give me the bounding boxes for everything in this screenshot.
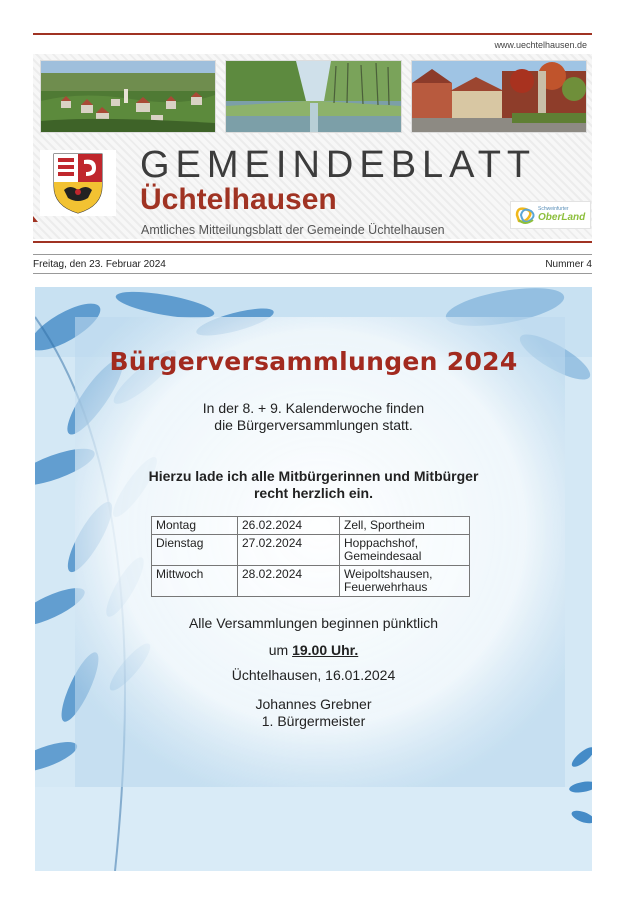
table-row: [152, 566, 470, 597]
location-cell: Hoppachshof, Gemeindesaal: [340, 535, 470, 566]
location-cell: Zell, Sportheim: [340, 517, 470, 535]
logo-small-text: Schweinfurter: [538, 206, 569, 212]
location-cell: Weipoltshausen, Feuerwehrhaus: [340, 566, 470, 597]
signer-title: 1. Bürgermeister: [261, 713, 366, 729]
issue-info-bar: [33, 254, 592, 274]
website-url[interactable]: www.uechtelhausen.de: [494, 40, 587, 50]
date-cell: 27.02.2024: [238, 535, 340, 566]
signer-name: Johannes Grebner: [255, 696, 372, 712]
intro-line-2: die Bürgerversammlungen statt.: [214, 417, 413, 433]
announcement: [35, 287, 592, 871]
day-cell: Mittwoch: [152, 566, 238, 597]
time-prefix: um: [268, 642, 289, 658]
table-row: [152, 535, 470, 566]
place-and-date: Üchtelhausen, 16.01.2024: [231, 667, 396, 683]
band-corner-accent: [33, 216, 38, 222]
invitation-line-1: Hierzu lade ich alle Mitbürgerinnen und Mitbürger: [148, 468, 479, 484]
top-rule: [33, 33, 592, 35]
date-cell: 26.02.2024: [238, 517, 340, 535]
issue-date: Freitag, den 23. Februar 2024: [33, 259, 166, 270]
day-cell: Dienstag: [152, 535, 238, 566]
river-photo: [225, 60, 402, 133]
masthead-title: GEMEINDEBLATT: [140, 144, 537, 186]
logo-main-text: OberLand: [538, 212, 586, 223]
time-value: 19.00 Uhr.: [292, 642, 359, 658]
start-notice: Alle Versammlungen beginnen pünktlich: [188, 615, 439, 631]
schedule-table: [151, 516, 470, 597]
municipal-coat-of-arms: [40, 150, 116, 216]
intro-line-1: In der 8. + 9. Kalenderwoche finden: [202, 400, 425, 416]
announcement-headline: Bürgerversammlungen 2024: [109, 347, 518, 376]
buildings-photo: [411, 60, 587, 133]
signature-block: [35, 696, 592, 730]
day-cell: Montag: [152, 517, 238, 535]
oberland-logo: [510, 201, 591, 229]
masthead-bottom-rule: [33, 241, 592, 243]
village-photo: [40, 60, 216, 133]
date-cell: 28.02.2024: [238, 566, 340, 597]
masthead-subtitle: Amtliches Mitteilungsblatt der Gemeinde Üchtelhausen: [141, 223, 445, 237]
intro-text: [35, 400, 592, 434]
municipality-name: Üchtelhausen: [140, 183, 337, 216]
issue-number: Nummer 4: [545, 259, 592, 270]
invitation-text: [35, 468, 592, 502]
table-row: [152, 517, 470, 535]
start-time: [35, 642, 592, 658]
invitation-line-2: recht herzlich ein.: [253, 485, 374, 501]
